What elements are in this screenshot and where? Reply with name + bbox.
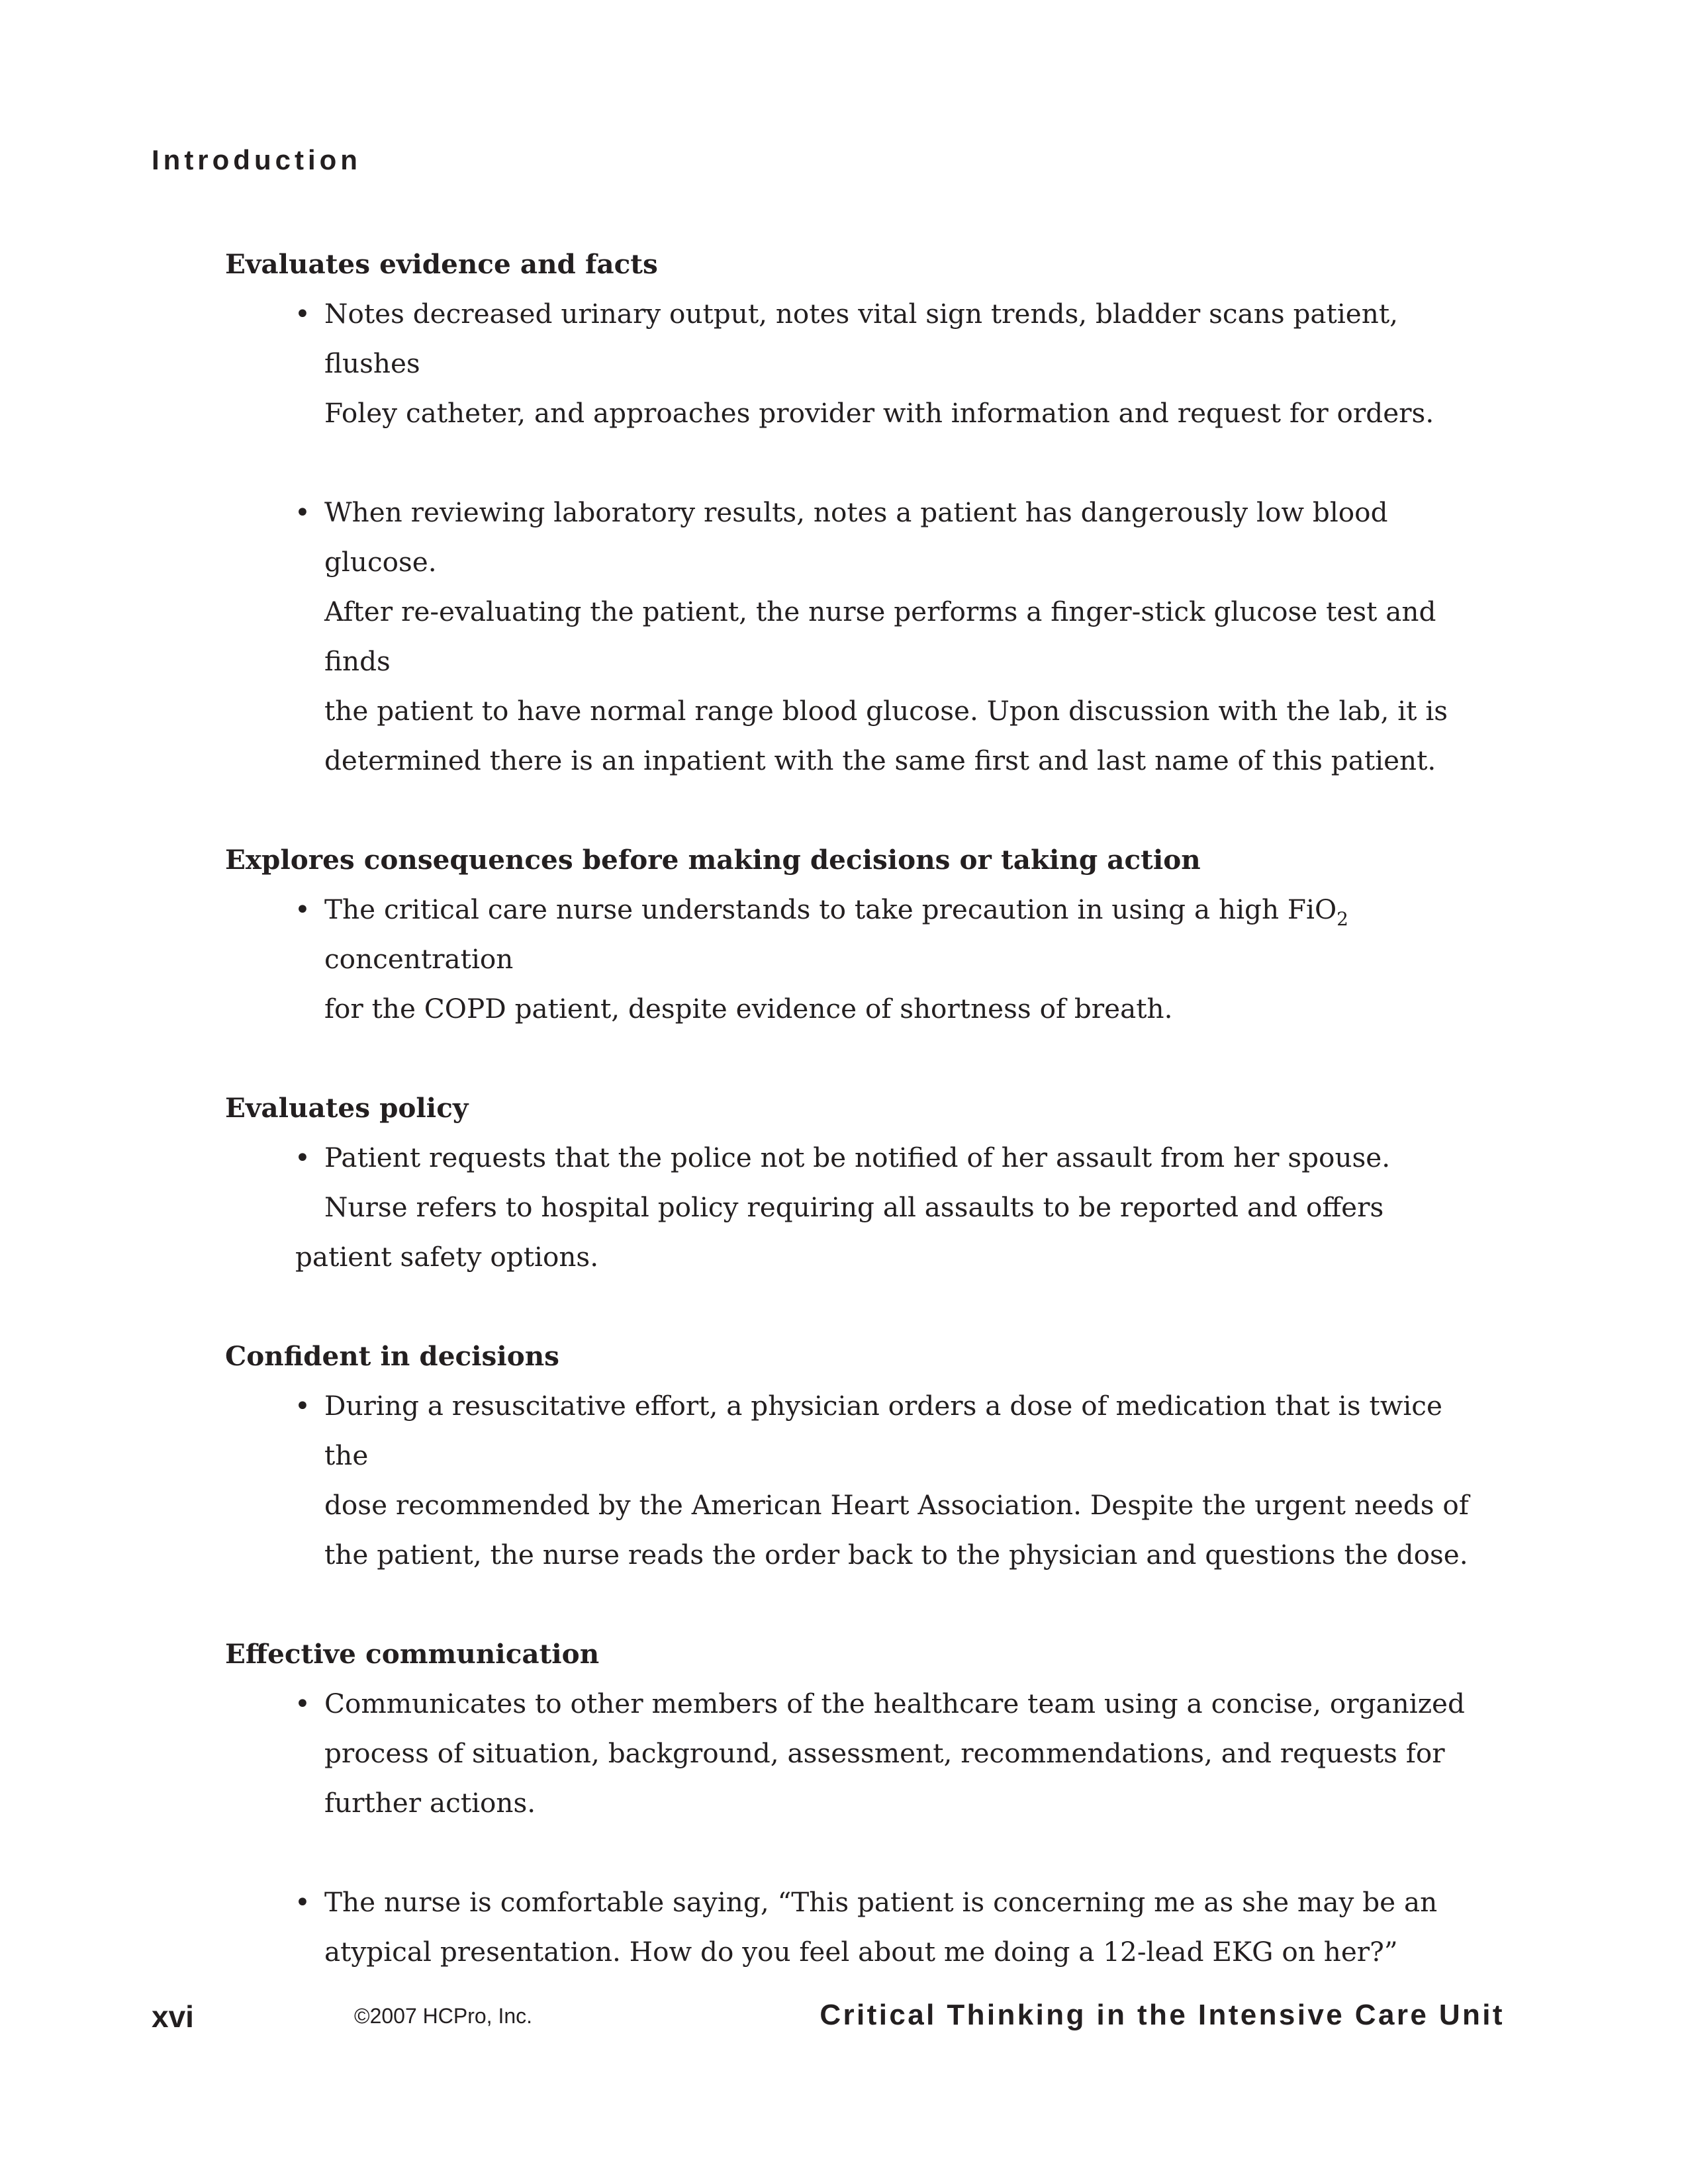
bullet-text-post: concentration <box>324 943 514 975</box>
bullet-item <box>225 885 1483 1034</box>
bullet-icon: • <box>295 496 310 528</box>
bullet-line: atypical presentation. How do you feel about me doing a 12-lead EKG on her?” <box>324 1936 1398 1968</box>
subscript: 2 <box>1336 908 1348 930</box>
section-explores-consequences <box>225 835 1483 1034</box>
bullet-line: determined there is an inpatient with the same first and last name of this patient. <box>324 745 1436 776</box>
section-evaluates-evidence <box>225 240 1483 786</box>
bullet-icon: • <box>295 893 310 925</box>
bullet-line: dose recommended by the American Heart Association. Despite the urgent needs of <box>324 1489 1469 1521</box>
bullet-line: Notes decreased urinary output, notes vital sign trends, bladder scans patient, flushes <box>324 298 1398 379</box>
bullet-line: The nurse is comfortable saying, “This patient is concerning me as she may be an <box>324 1886 1438 1918</box>
bullet-icon: • <box>295 298 310 330</box>
page-body <box>225 240 1483 2026</box>
page-number: xvi <box>152 1999 194 2034</box>
book-title: Critical Thinking in the Intensive Care Unit <box>820 1999 1505 2031</box>
bullet-item <box>225 1381 1483 1580</box>
section-heading: Explores consequences before making decisions or taking action <box>225 844 1201 876</box>
bullet-text-pre: The critical care nurse understands to take precaution in using a high FiO <box>324 893 1337 925</box>
bullet-icon: • <box>295 1886 310 1918</box>
section-confident-decisions <box>225 1332 1483 1580</box>
bullet-line: After re-evaluating the patient, the nurse performs a finger-stick glucose test and finds <box>324 596 1436 677</box>
bullet-item <box>225 1878 1483 1977</box>
bullet-item <box>225 1133 1483 1282</box>
bullet-line: process of situation, background, assessment, recommendations, and requests for <box>324 1737 1445 1769</box>
section-evaluates-policy <box>225 1083 1483 1282</box>
bullet-line: Nurse refers to hospital policy requiring all assaults to be reported and offers <box>324 1191 1384 1223</box>
section-running-header: Introduction <box>152 144 361 175</box>
bullet-icon: • <box>295 1390 310 1422</box>
bullet-line: for the COPD patient, despite evidence of shortness of breath. <box>324 993 1173 1024</box>
bullet-line: When reviewing laboratory results, notes a patient has dangerously low blood glucose. <box>324 496 1388 578</box>
bullet-line <box>324 893 1348 975</box>
section-heading: Confident in decisions <box>225 1340 559 1372</box>
bullet-line: patient safety options. <box>295 1241 599 1273</box>
copyright-notice: ©2007 HCPro, Inc. <box>354 2004 533 2028</box>
bullet-item <box>225 1679 1483 1828</box>
bullet-item <box>225 488 1483 786</box>
bullet-line: the patient to have normal range blood glucose. Upon discussion with the lab, it is <box>324 695 1448 727</box>
section-heading: Evaluates policy <box>225 1092 469 1124</box>
bullet-item <box>225 289 1483 438</box>
bullet-line: Foley catheter, and approaches provider with information and request for orders. <box>324 397 1434 429</box>
bullet-line: Communicates to other members of the healthcare team using a concise, organized <box>324 1688 1465 1719</box>
section-effective-communication <box>225 1629 1483 1977</box>
bullet-line: During a resuscitative effort, a physician orders a dose of medication that is twice the <box>324 1390 1442 1471</box>
bullet-icon: • <box>295 1688 310 1719</box>
section-heading: Evaluates evidence and facts <box>225 248 658 280</box>
page-footer <box>0 1999 1688 2045</box>
bullet-line: the patient, the nurse reads the order back to the physician and questions the dose. <box>324 1539 1468 1570</box>
bullet-line: Patient requests that the police not be notified of her assault from her spouse. <box>324 1142 1391 1173</box>
bullet-icon: • <box>295 1142 310 1173</box>
bullet-line: further actions. <box>324 1787 536 1819</box>
section-heading: Effective communication <box>225 1638 600 1670</box>
